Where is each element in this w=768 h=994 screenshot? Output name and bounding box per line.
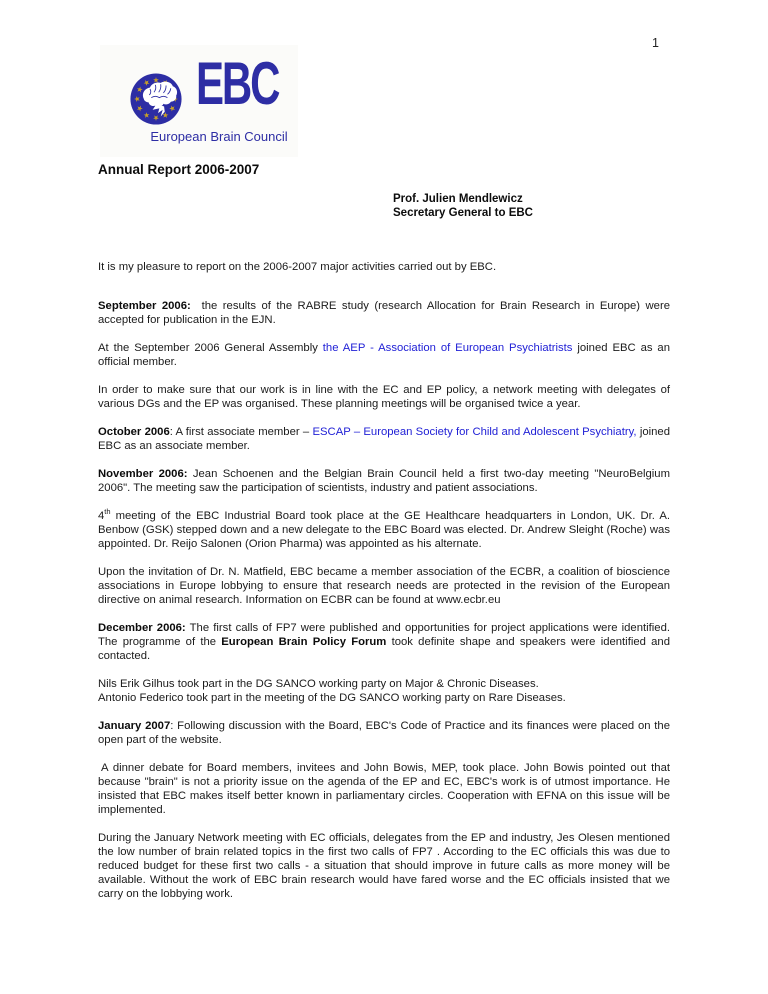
text-run: the results of the RABRE study (research Allocation for Brain Research in Europe) were accepted for publication in the EJN. <box>98 300 670 326</box>
paragraph <box>98 299 670 327</box>
logo-caption: European Brain Council <box>150 129 288 144</box>
paragraph <box>98 621 670 663</box>
text-run: took definite shape and speakers were identified and contacted. <box>98 636 670 662</box>
text-run: joined EBC as an associate member. <box>98 426 670 452</box>
paragraph <box>98 691 670 705</box>
paragraph <box>98 677 670 691</box>
paragraph <box>98 341 670 369</box>
text-run: At the September 2006 General Assembly <box>98 342 323 354</box>
text-run: 4 <box>98 510 105 522</box>
paragraph <box>98 831 670 901</box>
link[interactable]: ESCAP – European Society for Child and Adolescent Psychiatry, <box>312 426 637 438</box>
paragraph <box>98 761 670 817</box>
text-run: A dinner debate for Board members, invitees and John Bowis, MEP, took place. John Bowis pointed out that because "brain" is not a priority issue on the agenda of the EP and EC, EBC's work is of utmost importance. He insisted that EBC makes itself better known in parliamentary circles. Cooperation with EFNA on this issue will be implemented. <box>98 762 670 816</box>
paragraph <box>98 467 670 495</box>
bold-text: September 2006: <box>98 300 191 312</box>
paragraph <box>98 260 670 274</box>
bold-text: November 2006: <box>98 468 188 480</box>
text-run: Nils Erik Gilhus took part in the DG SANCO working party on Major & Chronic Diseases. <box>98 678 539 690</box>
bold-text: European Brain Policy Forum <box>221 636 387 648</box>
text-run: It is my pleasure to report on the 2006-2007 major activities carried out by EBC. <box>98 261 497 273</box>
text-run: joined EBC as an official member. <box>98 342 670 368</box>
logo-acronym: EBC <box>196 50 279 117</box>
text-run: The first calls of FP7 were published and opportunities for project applications were identified. The programme of the <box>98 622 670 648</box>
author-role: Secretary General to EBC <box>393 207 533 219</box>
paragraph <box>98 425 670 453</box>
eu-brain-emblem-icon <box>117 60 195 138</box>
report-title: Annual Report 2006-2007 <box>98 162 260 177</box>
paragraph <box>98 383 670 411</box>
bold-text: January 2007 <box>98 720 171 732</box>
paragraph <box>98 565 670 607</box>
text-run: Antonio Federico took part in the meeting of the DG SANCO working party on Rare Diseases. <box>98 692 566 704</box>
text-run: Jean Schoenen and the Belgian Brain Council held a first two-day meeting "NeuroBelgium 2006". The meeting saw the participation of scientists, industry and patient associations. <box>98 468 670 494</box>
bold-text: October 2006 <box>98 426 170 438</box>
text-run: During the January Network meeting with EC officials, delegates from the EP and industry, Jes Olesen mentioned the low number of brain related topics in the first two calls of FP7 . According to the EC officials this was due to reduced budget for these first two calls - a situation that should improve in future calls as more money will be available. Without the work of EBC brain research would have fared worse and the EC officials insisted that we carry on the lobbying work. <box>98 832 670 900</box>
bold-text: December 2006: <box>98 622 186 634</box>
author-name: Prof. Julien Mendlewicz <box>393 193 523 205</box>
text-run: : Following discussion with the Board, EBC's Code of Practice and its finances were placed on the open part of the website. <box>98 720 670 746</box>
text-run: meeting of the EBC Industrial Board took place at the GE Healthcare headquarters in London, UK. Dr. A. Benbow (GSK) stepped down and a new delegate to the EBC Board was elected. Dr. Andrew Sleight (Roche) was appointed. Dr. Reijo Salonen (Orion Pharma) was appointed as his alternate. <box>98 510 670 550</box>
text-run: In order to make sure that our work is in line with the EC and EP policy, a network meeting with delegates of various DGs and the EP was organised. These planning meetings will be organised twice a year. <box>98 384 670 410</box>
text-run: : A first associate member – <box>169 426 313 438</box>
author-block <box>393 192 533 220</box>
ebc-logo <box>100 45 298 157</box>
text-run: th <box>104 507 111 517</box>
paragraph <box>98 509 670 551</box>
link[interactable]: the AEP - Association of European Psychiatrists <box>322 342 573 354</box>
text-run: Upon the invitation of Dr. N. Matfield, EBC became a member association of the ECBR, a coalition of bioscience associations in Europe lobbying to ensure that research needs are protected in the revision of the European directive on animal research. Information on ECBR can be found at www.ecbr.eu <box>98 566 670 606</box>
page-number: 1 <box>652 36 659 50</box>
document-body <box>98 260 670 915</box>
paragraph <box>98 719 670 747</box>
